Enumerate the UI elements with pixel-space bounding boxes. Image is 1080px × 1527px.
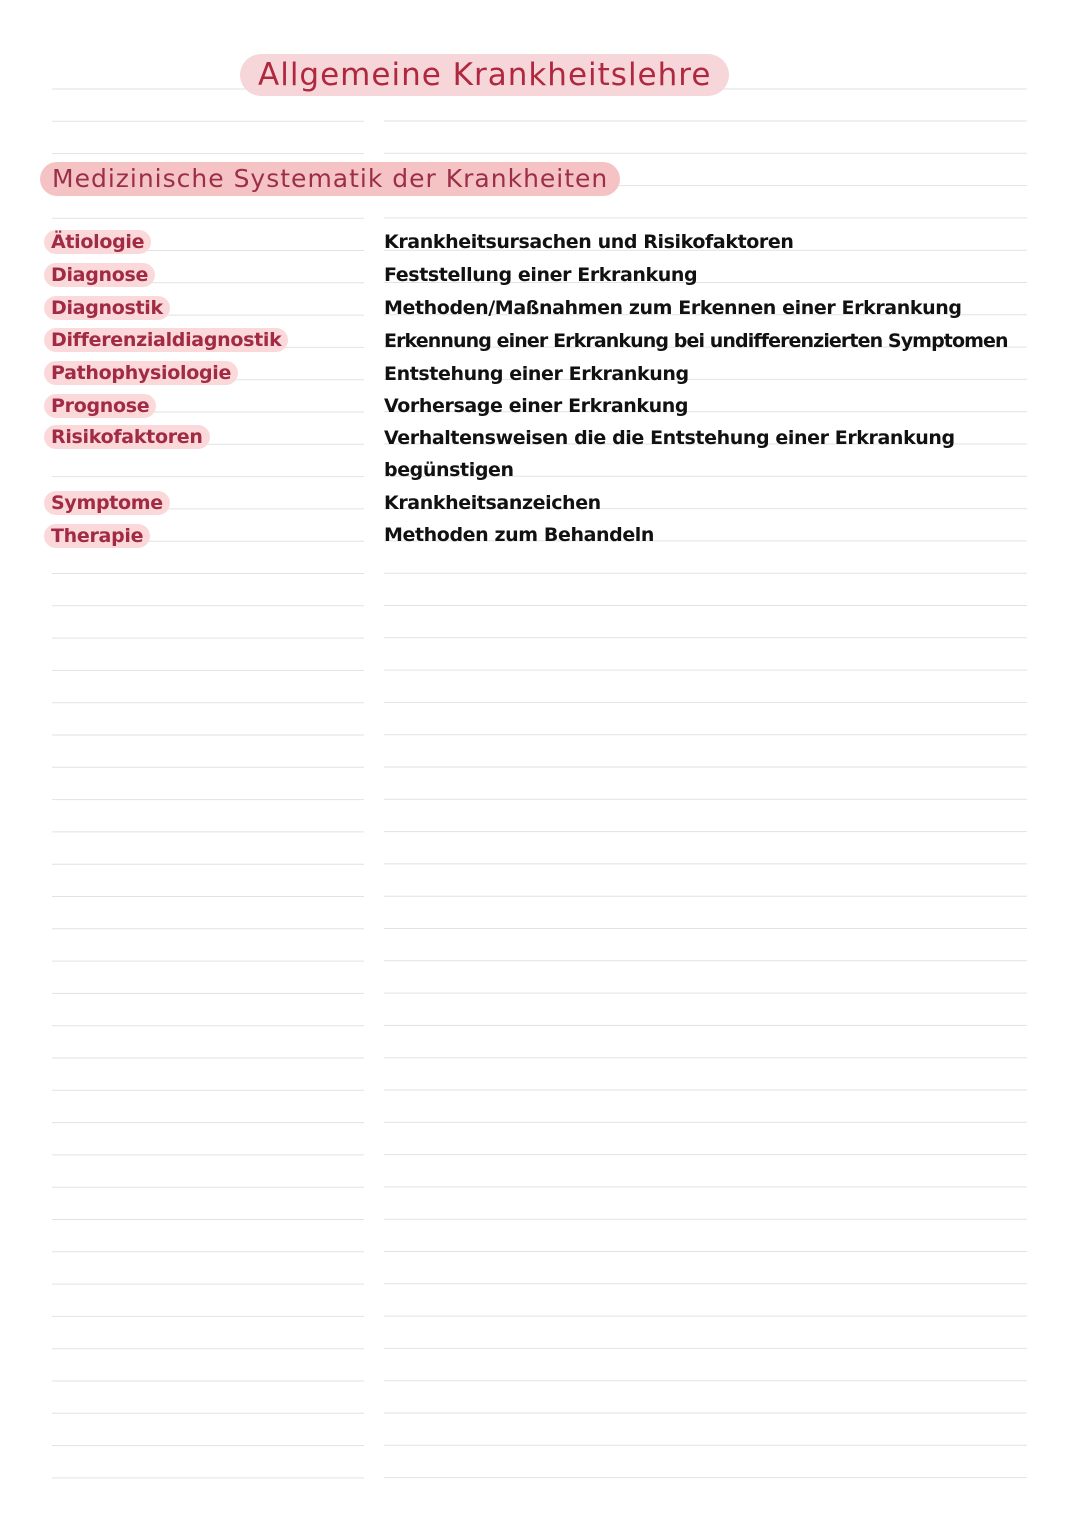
glossary-term: Risikofaktoren xyxy=(44,425,210,449)
glossary-term: Prognose xyxy=(44,394,156,418)
glossary-term: Ätiologie xyxy=(44,230,151,254)
glossary-definition: Entstehung einer Erkrankung xyxy=(384,363,689,385)
glossary-definition: Erkennung einer Erkrankung bei undifferenzierten Symptomen xyxy=(384,330,1008,352)
glossary-definition: Methoden/Maßnahmen zum Erkennen einer Erkrankung xyxy=(384,297,962,319)
section-heading: Medizinische Systematik der Krankheiten xyxy=(40,162,620,196)
glossary-term: Diagnostik xyxy=(44,296,170,320)
glossary-term: Therapie xyxy=(44,524,150,548)
glossary-term: Diagnose xyxy=(44,263,155,287)
glossary-definition: Verhaltensweisen die die Entstehung einer Erkrankung begünstigen xyxy=(384,427,955,481)
glossary-definition: Methoden zum Behandeln xyxy=(384,524,655,546)
glossary-term: Pathophysiologie xyxy=(44,361,238,385)
glossary-definition: Vorhersage einer Erkrankung xyxy=(384,395,689,417)
glossary-term: Differenzialdiagnostik xyxy=(44,328,288,352)
glossary-definition: Krankheitsanzeichen xyxy=(384,492,601,514)
glossary-definition: Krankheitsursachen und Risikofaktoren xyxy=(384,231,794,253)
glossary-term: Symptome xyxy=(44,491,170,515)
glossary-definition: Feststellung einer Erkrankung xyxy=(384,264,698,286)
page-title: Allgemeine Krankheitslehre xyxy=(240,54,729,96)
